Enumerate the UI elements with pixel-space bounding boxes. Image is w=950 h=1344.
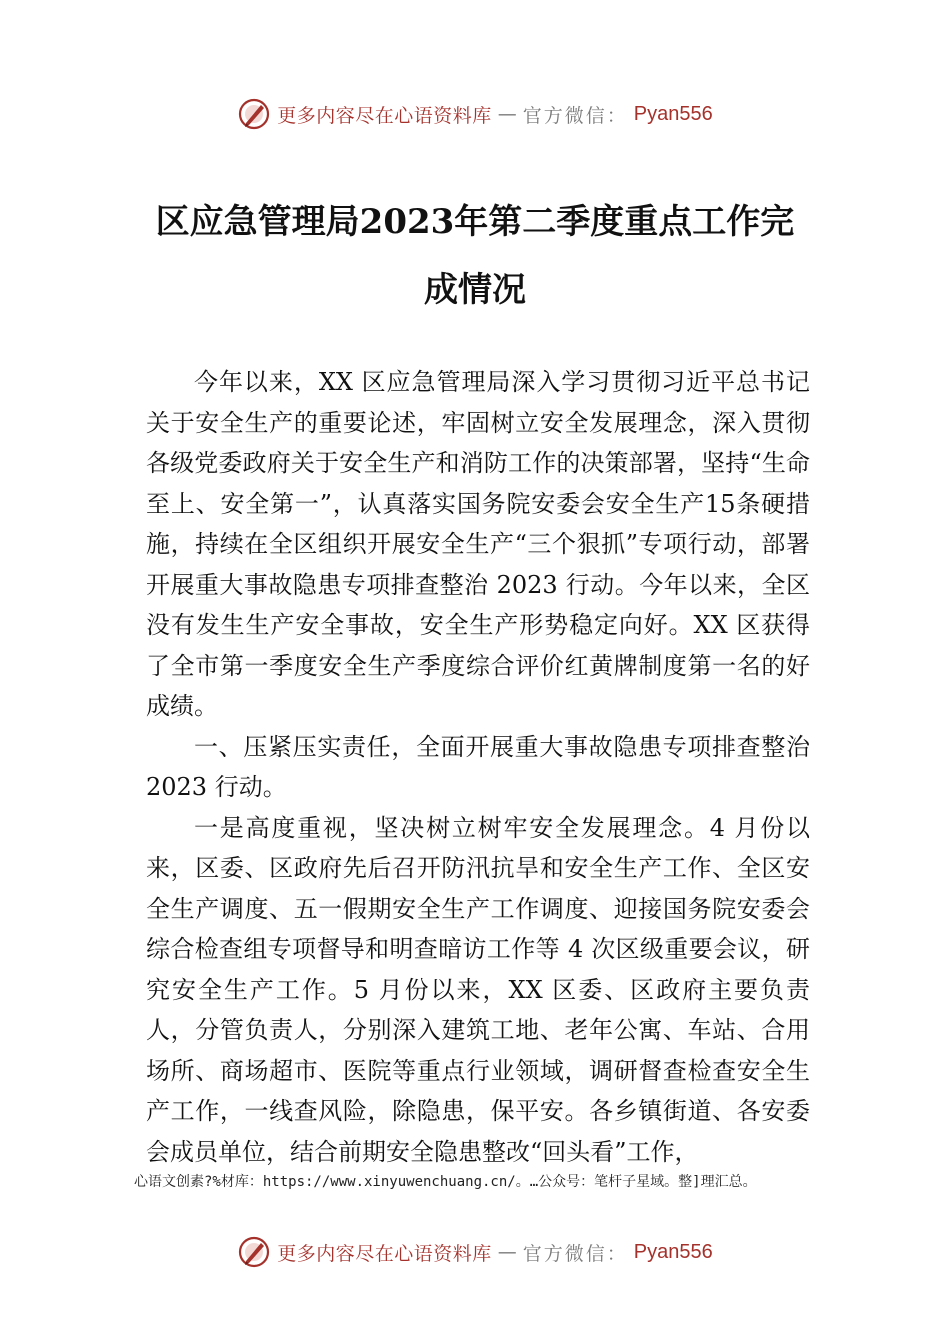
footer-source-note: 心语文创素?%材库：https://www.xinyuwenchuang.cn/。…公众号：笔杆子星域。整]理汇总。 bbox=[134, 1174, 757, 1190]
banner-separator: — bbox=[497, 1241, 517, 1263]
paragraph-point-one: 一是高度重视，坚决树立树牢安全发展理念。4 月份以来，区委、区政府先后召开防汛抗旱和安全生产工作、全区安全生产调度、五一假期安全生产工作调度、迎接国务院安委会综合检查组专项督导和明查暗访工作等 4 次区级重要会议，研究安全生产工作。5 月份以来，XX 区委、区政府主要负责人，分管负责人，分别深入建筑工地、老年公寓、车站、合用场所、商场超市、医院等重点行业领域，调研督查检查安全生产工作，一线查风险，除隐患，保平安。各乡镇街道、各安委会成员单位，结合前期安全隐患整改“回头看”工作， bbox=[146, 813, 810, 1166]
banner-wechat-id: Pyan556 bbox=[633, 1240, 713, 1263]
pen-logo-icon bbox=[237, 1235, 271, 1269]
pen-logo-icon bbox=[237, 97, 271, 131]
banner-separator: — bbox=[497, 103, 517, 125]
document-body bbox=[146, 362, 810, 1172]
paragraph-intro: 今年以来，XX 区应急管理局深入学习贯彻习近平总书记关于安全生产的重要论述，牢固树立安全发展理念，深入贯彻各级党委政府关于安全生产和消防工作的决策部署，坚持“生命至上、安全第一”，认真落实国务院安委会安全生产15条硬措施，持续在全区组织开展安全生产“三个狠抓”专项行动，部署开展重大事故隐患专项排查整治 2023 行动。今年以来，全区没有发生生产安全事故，安全生产形势稳定向好。XX 区获得了全市第一季度安全生产季度综合评价红黄牌制度第一名的好成绩。 bbox=[146, 368, 810, 720]
banner-label: 官方微信： bbox=[522, 1242, 628, 1265]
title-line-2: 成情况 bbox=[424, 270, 526, 310]
banner-main-text: 更多内容尽在心语资料库 bbox=[277, 104, 492, 127]
title-line-1: 区应急管理局2023年第二季度重点工作完 bbox=[155, 202, 795, 242]
banner-wechat-id: Pyan556 bbox=[633, 102, 713, 125]
banner-label: 官方微信： bbox=[522, 104, 628, 127]
banner-main-text: 更多内容尽在心语资料库 bbox=[277, 1242, 492, 1265]
document-title bbox=[140, 188, 810, 324]
footer-banner bbox=[0, 1232, 950, 1272]
header-banner bbox=[0, 94, 950, 134]
paragraph-section-heading: 一、压紧压实责任，全面开展重大事故隐患专项排查整治 2023 行动。 bbox=[146, 732, 810, 801]
